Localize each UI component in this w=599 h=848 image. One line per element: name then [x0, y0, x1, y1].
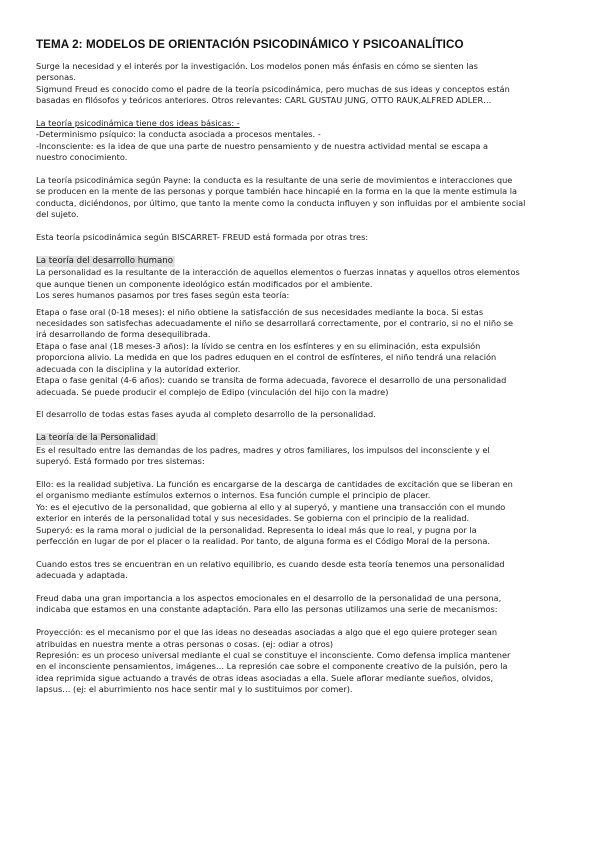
text-line: Sigmund Freud es conocido como el padre de la teoría psicodinámica, pero muchas de sus ideas y conceptos están	[36, 83, 510, 94]
text-line: La teoría psicodinámica según Payne: la conducta es la resultante de una serie de movimientos e interacciones que	[36, 175, 513, 186]
text-line: Proyección: es el mecanismo por el que las ideas no deseadas asociadas a algo que el ego quiere proteger sean	[36, 627, 498, 638]
text-line: nuestro conocimiento.	[36, 152, 128, 163]
section-heading-highlighted: La teoría de la Personalidad	[36, 433, 156, 444]
text-line: Etapa o fase oral (0-18 meses): el niño obtiene la satisfacción de sus necesidades mediante la boca. Si estas	[36, 306, 484, 317]
text-line: irá desarrollando de forma desequilibrada.	[36, 329, 211, 340]
text-line: perfección en lugar de por el placer o la realidad. Por tanto, de alguna forma es el Código Moral de la persona.	[36, 535, 490, 546]
text-line: Superyó: es la rama moral o judicial de la personalidad. Representa lo ideal más que lo real, y pugna por la	[36, 524, 477, 535]
text-line: Es el resultado entre las demandas de los padres, madres y otros familiares, los impulsos del inconsciente y el	[36, 444, 490, 455]
text-line: atribuidas en nuestra mente a otras personas o cosas. (ej: odiar a otros)	[36, 638, 334, 649]
text-line: Represión: es un proceso universal mediante el cual se constituye el inconsciente. Como defensa implica mantener	[36, 649, 511, 660]
biscarret-line: Esta teoría psicodinámica según BISCARRET- FREUD está formada por otras tres:	[36, 232, 369, 243]
text-line: Etapa o fase genital (4-6 años): cuando se transita de forma adecuada, favorece el desarrollo de una personalidad	[36, 375, 507, 386]
text-line: superyó. Está formado por tres sistemas:	[36, 456, 205, 467]
personalidad-section	[36, 432, 566, 695]
text-line: Ello: es la realidad subjetiva. La función es encargarse de la descarga de cantidades de excitación que se liberan en	[36, 478, 513, 489]
text-line: La personalidad es la resultante de la interacción de aquellos elementos o fuerzas innatas y aquellos otros elementos	[36, 267, 520, 278]
text-line: basadas en filósofos y teóricos anteriores. Otros relevantes: CARL GUSTAU JUNG, OTTO RAUK,ALFRED ADLER…	[36, 95, 492, 106]
text-line: indicaba que estamos en una constante adaptación. Para ello las personas utilizamos una serie de mecanismos:	[36, 604, 498, 615]
text-line: adecuada con la disciplina y la autoridad exterior.	[36, 363, 241, 374]
text-line: en el inconsciente pensamientos, imágenes… La represión cae sobre el componente creativo de la pulsión, pero la	[36, 661, 508, 672]
text-line: conducta, diciéndonos, por último, que tanto la mente como la conducta influyen y son influidas por el ambiente social	[36, 197, 526, 208]
text-line: Freud daba una gran importancia a los aspectos emocionales en el desarrollo de la personalidad de una persona,	[36, 592, 502, 603]
intro-section	[36, 61, 566, 107]
text-line: se producen en la mente de las personas y porque también hace hincapié en la forma en la que la mente estimula la	[36, 186, 518, 197]
text-line: exterior en interés de la personalidad total y sus necesidades. Se gobierna con el principio de la realidad.	[36, 513, 470, 524]
text-line: El desarrollo de todas estas fases ayuda al completo desarrollo de la personalidad.	[36, 409, 376, 420]
text-line: del sujeto.	[36, 209, 79, 220]
text-line: proporciona alivio. La medida en que los padres eduquen en el control de esfínteres, el niño tendrá una relación	[36, 352, 497, 363]
text-line: lapsus… (ej: el aburrimiento nos hace sentir mal y lo sustituimos por comer).	[36, 684, 353, 695]
text-line: personas.	[36, 72, 76, 83]
text-line: Surge la necesidad y el interés por la investigación. Los modelos ponen más énfasis en cómo se sienten las	[36, 61, 478, 71]
text-line: adecuada y adaptada.	[36, 570, 128, 581]
text-line: necesidades son satisfechas adecuadamente el niño se desarrollará correctamente, por el contrario, si no el niño se	[36, 318, 514, 329]
payne-section	[36, 175, 566, 221]
text-line: Etapa o fase anal (18 meses-3 años): la lívido se centra en los esfínteres y en su eliminación, esta expulsión	[36, 340, 481, 351]
text-line: Cuando estos tres se encuentran en un relativo equilibrio, es cuando desde esta teoría tenemos una personalidad	[36, 558, 505, 569]
text-line: Los seres humanos pasamos por tres fases según esta teoría:	[36, 290, 290, 301]
text-line: Yo: es el ejecutivo de la personalidad, que gobierna al ello y al superyó, y mantiene una transacción con el mundo	[36, 501, 506, 512]
text-line: que aunque tienen un componente ideológico están modificados por el ambiente.	[36, 278, 373, 289]
text-line: -Inconsciente: es la idea de que una parte de nuestro pensamiento y de nuestra actividad mental se escapa a	[36, 140, 489, 151]
desarrollo-section	[36, 255, 566, 421]
document-page	[36, 38, 566, 696]
text-line: adecuada. Se puede producir el complejo de Edipo (vinculación del hijo con la madre)	[36, 386, 389, 397]
two-ideas-section	[36, 118, 566, 164]
section-heading-highlighted: La teoría del desarrollo humano	[36, 255, 173, 266]
section-heading: La teoría psicodinámica tiene dos ideas básicas: -	[36, 118, 240, 129]
text-line: el organismo mediante estímulos externos o internos. Esa función cumple el principio de placer.	[36, 490, 431, 501]
document-title: TEMA 2: MODELOS DE ORIENTACIÓN PSICODINÁMICO Y PSICOANALÍTICO	[36, 38, 464, 51]
text-line: -Determinismo psíquico: la conducta asociada a procesos mentales. -	[36, 129, 321, 140]
text-line: idea reprimida sigue actuando a través de otras ideas asociadas a ella. Suele aflorar mediante sueños, olvidos,	[36, 672, 494, 683]
